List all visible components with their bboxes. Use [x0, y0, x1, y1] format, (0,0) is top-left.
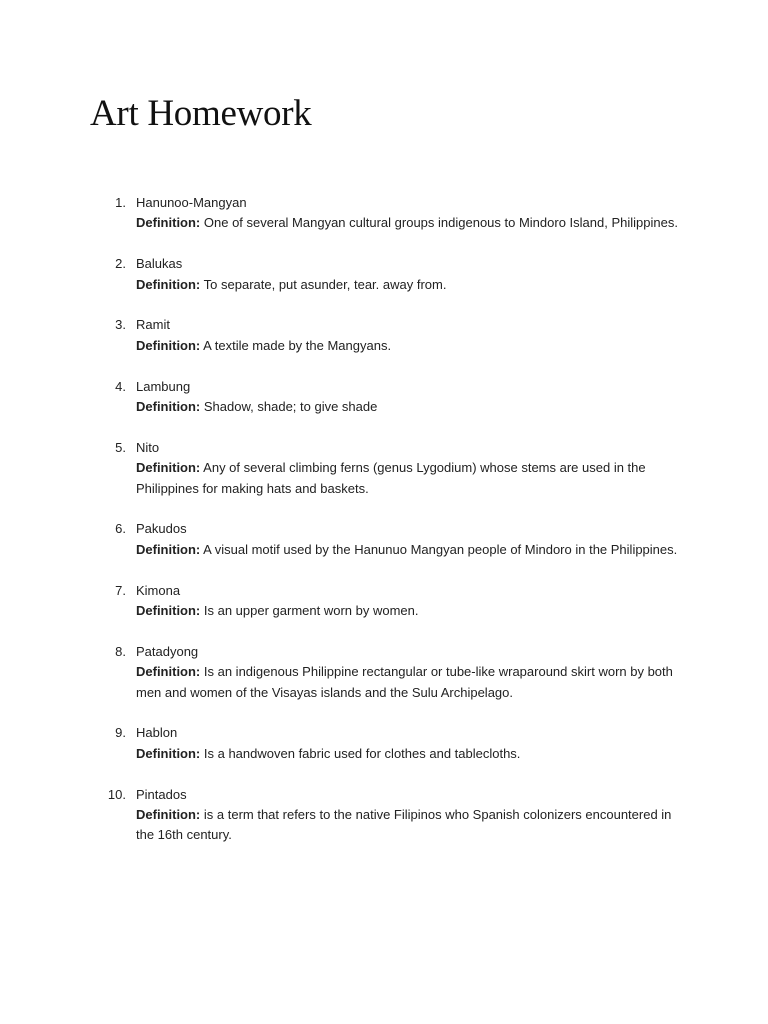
- item-number: 4.: [115, 378, 126, 394]
- definition-text: Any of several climbing ferns (genus Lygodium) whose stems are used in the Philippines for making hats and baskets.: [136, 460, 646, 496]
- item-number: 10.: [107, 786, 126, 802]
- term-word: Hablon: [136, 725, 178, 741]
- definition-label: Definition:: [136, 276, 201, 292]
- definition-row: [136, 601, 688, 621]
- definition-text: A textile made by the Mangyans.: [203, 337, 392, 353]
- definition-label: Definition:: [136, 745, 201, 761]
- term-word: Hanunoo-Mangyan: [136, 195, 247, 210]
- term-word: Balukas: [136, 256, 183, 272]
- term-word: Patadyong: [136, 643, 199, 659]
- list-item: [0, 377, 768, 418]
- term-word: Kimona: [136, 582, 181, 598]
- definition-label: Definition:: [136, 215, 201, 231]
- definition-row: [136, 213, 688, 233]
- definition-row: [136, 540, 688, 560]
- definition-label: Definition:: [136, 337, 201, 353]
- definition-text: To separate, put asunder, tear. away from.: [203, 276, 447, 292]
- definition-text: is a term that refers to the native Filipinos who Spanish colonizers encountered in the 16th century.: [136, 807, 672, 843]
- term-word: Pintados: [136, 786, 187, 802]
- definition-text: Is a handwoven fabric used for clothes and tablecloths.: [203, 745, 521, 761]
- list-item: [0, 254, 768, 295]
- item-number: 8.: [115, 643, 126, 659]
- definition-label: Definition:: [136, 807, 201, 823]
- list-item: [0, 315, 768, 356]
- definition-label: Definition:: [136, 541, 201, 557]
- item-number: 1.: [115, 195, 126, 210]
- definition-label: Definition:: [136, 399, 201, 415]
- term-word: Ramit: [136, 317, 170, 333]
- list-item: [0, 193, 768, 234]
- item-number: 3.: [115, 317, 126, 333]
- definition-label: Definition:: [136, 460, 201, 476]
- item-number: 2.: [115, 256, 126, 272]
- definition-label: Definition:: [136, 603, 201, 619]
- definition-text: Is an upper garment worn by women.: [203, 603, 419, 619]
- item-number: 6.: [115, 521, 126, 537]
- list-item: [0, 581, 768, 622]
- page-title: Art Homework: [90, 93, 312, 134]
- definition-row: [136, 458, 688, 499]
- definition-text: One of several Mangyan cultural groups indigenous to Mindoro Island, Philippines.: [203, 215, 678, 231]
- definition-row: [136, 336, 688, 356]
- list-item: [0, 785, 768, 846]
- definition-row: [136, 275, 688, 295]
- definition-row: [136, 744, 688, 764]
- definition-row: [136, 397, 688, 417]
- term-word: Nito: [136, 439, 160, 455]
- definition-text: Shadow, shade; to give shade: [203, 399, 378, 415]
- list-item: [0, 519, 768, 560]
- definition-text: A visual motif used by the Hanunuo Mangyan people of Mindoro in the Philippines.: [203, 541, 678, 557]
- term-list: [0, 193, 768, 866]
- list-item: [0, 723, 768, 764]
- list-item: [0, 642, 768, 703]
- item-number: 5.: [115, 439, 126, 455]
- definition-row: [136, 805, 688, 846]
- definition-label: Definition:: [136, 664, 201, 680]
- item-number: 7.: [115, 582, 126, 598]
- term-word: Lambung: [136, 378, 191, 394]
- term-word: Pakudos: [136, 521, 187, 537]
- item-number: 9.: [115, 725, 126, 741]
- list-item: [0, 438, 768, 499]
- definition-text: Is an indigenous Philippine rectangular or tube-like wraparound skirt worn by both men and women of the Visayas islands and the Sulu Archipelago.: [136, 664, 673, 700]
- definition-row: [136, 662, 688, 703]
